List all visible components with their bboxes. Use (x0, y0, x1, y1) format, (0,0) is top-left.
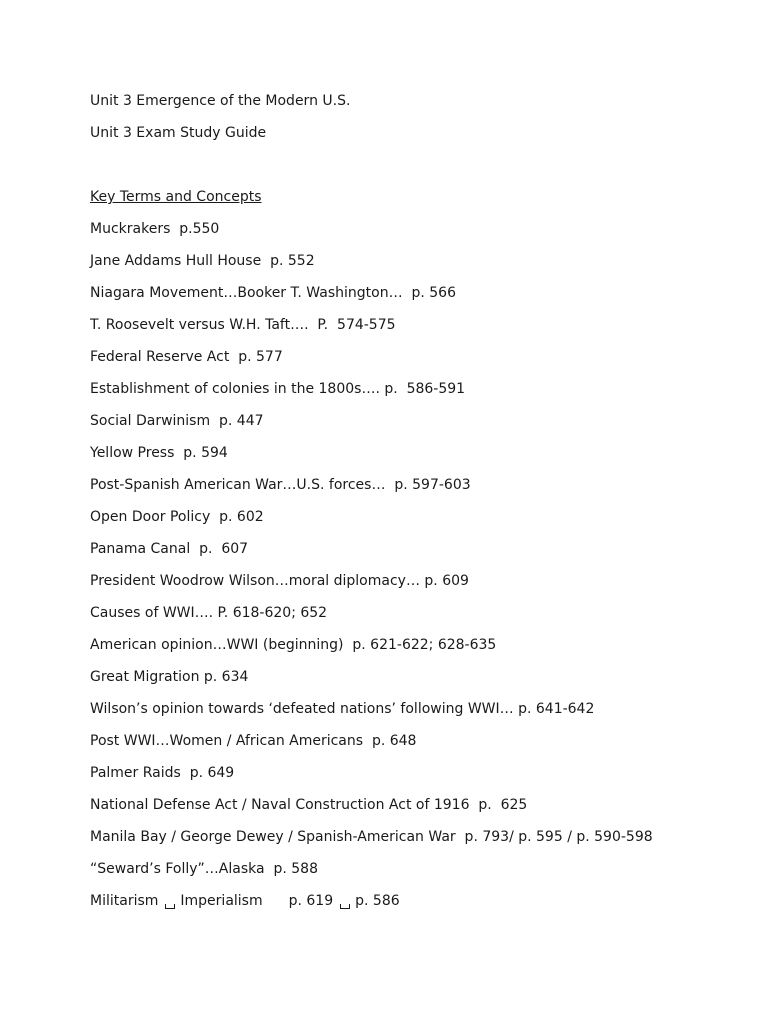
blank-line (90, 155, 730, 187)
term-item: National Defense Act / Naval Construction Act of 1916 p. 625 (90, 797, 528, 813)
term-item: “Seward’s Folly”…Alaska p. 588 (90, 861, 318, 877)
term-item: Open Door Policy p. 602 (90, 509, 264, 525)
term-imperialism: Imperialism (180, 893, 263, 909)
term-item: Great Migration p. 634 (90, 669, 249, 685)
term-item: Establishment of colonies in the 1800s…. p. 586-591 (90, 381, 466, 397)
missing-glyph-icon (165, 904, 175, 909)
term-item: Niagara Movement…Booker T. Washington… p. 566 (90, 285, 456, 301)
section-heading: Key Terms and Concepts (90, 189, 262, 205)
term-item: Palmer Raids p. 649 (90, 765, 235, 781)
term-item: Jane Addams Hull House p. 552 (90, 253, 315, 269)
term-item: Federal Reserve Act p. 577 (90, 349, 283, 365)
page-ref-militarism: p. 619 (288, 893, 334, 909)
term-item: Post WWI…Women / African Americans p. 648 (90, 733, 417, 749)
term-item: Manila Bay / George Dewey / Spanish-American War p. 793/ p. 595 / p. 590-598 (90, 829, 653, 845)
term-item: Panama Canal p. 607 (90, 541, 249, 557)
term-item: Wilson’s opinion towards ‘defeated nations’ following WWI… p. 641-642 (90, 701, 595, 717)
term-item: President Woodrow Wilson…moral diplomacy… p. 609 (90, 573, 469, 589)
term-militarism: Militarism (90, 893, 159, 909)
term-item: Yellow Press p. 594 (90, 445, 228, 461)
page-ref-imperialism: p. 586 (355, 893, 400, 909)
term-item: Post-Spanish American War…U.S. forces… p. 597-603 (90, 477, 471, 493)
term-item: Muckrakers p.550 (90, 221, 220, 237)
document-body (90, 91, 730, 923)
unit-title: Unit 3 Emergence of the Modern U.S. (90, 93, 351, 109)
missing-glyph-icon (340, 904, 350, 909)
term-item: American opinion…WWI (beginning) p. 621-622; 628-635 (90, 637, 497, 653)
study-guide-title: Unit 3 Exam Study Guide (90, 125, 267, 141)
term-item: Social Darwinism p. 447 (90, 413, 264, 429)
term-item-militarism-imperialism (90, 891, 730, 911)
term-item: T. Roosevelt versus W.H. Taft…. P. 574-575 (90, 317, 396, 333)
term-item: Causes of WWI…. P. 618-620; 652 (90, 605, 328, 621)
